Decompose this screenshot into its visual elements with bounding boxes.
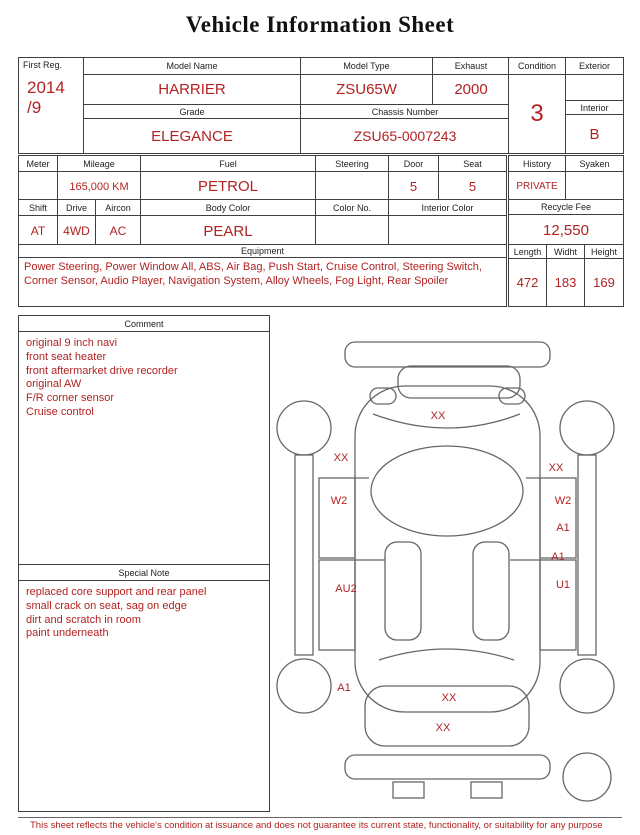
seat-right [473,542,509,640]
history-header: History [509,156,566,172]
comment-line: F/R corner sensor [26,392,115,404]
history-value: PRIVATE [509,172,566,201]
interior-header: Interior [566,101,623,115]
rear-left-wheel [277,659,331,713]
seat-value: 5 [468,179,477,194]
damage-mark: A1 [556,522,570,534]
exterior-value [566,75,623,101]
recycle-fee-header: Recycle Fee [509,200,623,215]
model-name-header: Model Name [84,58,301,75]
damage-mark: XX [548,462,564,474]
mileage-value: 165,000 KM [58,172,141,201]
steering-header: Steering [316,156,389,172]
comment-line: front seat heater [26,350,107,363]
mileage-header: Mileage [58,156,141,172]
width-value: 183 [547,259,585,306]
rear-right-wheel [560,659,614,713]
comment-line: Cruise control [26,405,94,418]
damage-mark: XX [441,692,457,704]
aircon-value: AC [96,216,141,246]
history-table [508,155,624,202]
syaken-header: Syaken [566,156,623,172]
interior-color-value [389,216,506,246]
special-note-header: Special Note [19,564,269,581]
meter-header: Meter [19,156,58,172]
comment-header: Comment [19,316,269,332]
rear-bumper [345,755,550,779]
body-color-value: PEARL [141,216,316,246]
registration-table [18,57,510,154]
shift-header: Shift [19,200,58,216]
door-header: Door [389,156,439,172]
condition-value: 3 [509,75,566,153]
special-note-line: paint underneath [26,627,109,640]
specs-table-1 [18,155,507,202]
recycle-fee-table [508,199,624,247]
drive-value: 4WD [58,216,96,246]
equipment-table [18,244,507,307]
special-note-content [19,581,269,811]
seat-left [385,542,421,640]
damage-mark: XX [333,452,349,464]
chassis-number-header: Chassis Number [301,105,509,119]
spare-wheel [563,753,611,801]
exhaust-value: 2000 [433,75,509,105]
condition-table [508,57,624,154]
front-left-wheel [277,401,331,455]
drive-header: Drive [58,200,96,216]
shift-value: AT [19,216,58,246]
grade-value: ELEGANCE [84,119,301,153]
seat-header: Seat [439,156,506,172]
color-no-value [316,216,389,246]
interior-value: B [589,125,600,143]
footer-disclaimer: This sheet reflects the vehicle's condition at issuance and does not guarantee its current state, functionality, or suitability for any purpose [30,820,603,831]
interior-color-header: Interior Color [389,200,506,216]
left-front-door-panel [319,478,355,558]
damage-mark: U1 [555,579,571,591]
comment-line: original 9 inch navi [26,337,118,349]
hood [398,366,520,398]
body-color-header: Body Color [141,200,316,216]
fuel-value: PETROL [141,172,316,201]
damage-mark: AU2 [335,583,357,595]
first-reg-month: /9 [27,97,42,117]
width-header: Widht [547,245,585,259]
height-header: Height [585,245,623,259]
windshield [373,414,520,428]
first-reg-cell [19,58,84,153]
condition-header: Condition [509,58,566,75]
exterior-header: Exterior [566,58,623,75]
comment-line: original AW [26,378,82,391]
front-right-wheel [560,401,614,455]
comment-line: front aftermarket drive recorder [26,364,178,377]
color-no-header: Color No. [316,200,389,216]
equipment-list: Power Steering, Power Window All, ABS, Air Bag, Push Start, Cruise Control, Steering Switch, Corner Sensor, Audio Player, Navigation System, Alloy Wheels, Fog Light, Rear Spoiler [24,261,482,288]
car-body [355,386,540,712]
height-value: 169 [593,275,615,290]
steering-value [316,172,389,201]
page-title: Vehicle Information Sheet [185,12,455,37]
left-rear-door-panel [319,560,355,650]
model-type-value: ZSU65W [301,75,433,105]
recycle-fee-value: 12,550 [543,222,589,239]
exhaust-right [471,782,502,798]
damage-mark: W2 [330,495,348,507]
chassis-number-value: ZSU65-0007243 [353,128,457,144]
damage-mark: W2 [554,495,572,507]
door-seams [355,478,540,560]
special-note-line: dirt and scratch in room [26,613,141,626]
rear-window [379,649,514,660]
special-note-line: replaced core support and rear panel [26,586,207,598]
damage-mark: A1 [551,551,565,563]
right-sill [578,455,596,655]
roof [371,446,523,536]
model-type-header: Model Type [301,58,433,75]
exhaust-header: Exhaust [433,58,509,75]
dimensions-table [508,244,624,307]
left-sill [295,455,313,655]
length-value: 472 [509,259,547,306]
syaken-value [566,172,623,201]
meter-value [19,172,58,201]
door-value: 5 [389,172,439,201]
damage-mark: A1 [337,682,351,694]
equipment-header: Equipment [19,245,506,258]
aircon-header: Aircon [96,200,141,216]
length-header: Length [509,245,547,259]
special-note-line: small crack on seat, sag on edge [26,599,187,612]
model-name-value: HARRIER [84,75,301,105]
damage-mark: XX [430,410,446,422]
car-damage-diagram [255,318,630,808]
right-rear-door-panel [540,560,576,650]
fuel-header: Fuel [141,156,316,172]
right-front-door-panel [540,478,576,558]
front-bumper [345,342,550,367]
notes-panel [18,315,270,812]
specs-table-2 [18,199,507,247]
first-reg-year: 2014 [27,78,65,97]
first-reg-label: First Reg. [23,60,63,70]
footer-divider [18,817,622,818]
grade-header: Grade [84,105,301,119]
comment-content [19,332,269,564]
exhaust-left [393,782,424,798]
damage-mark: XX [435,722,451,734]
